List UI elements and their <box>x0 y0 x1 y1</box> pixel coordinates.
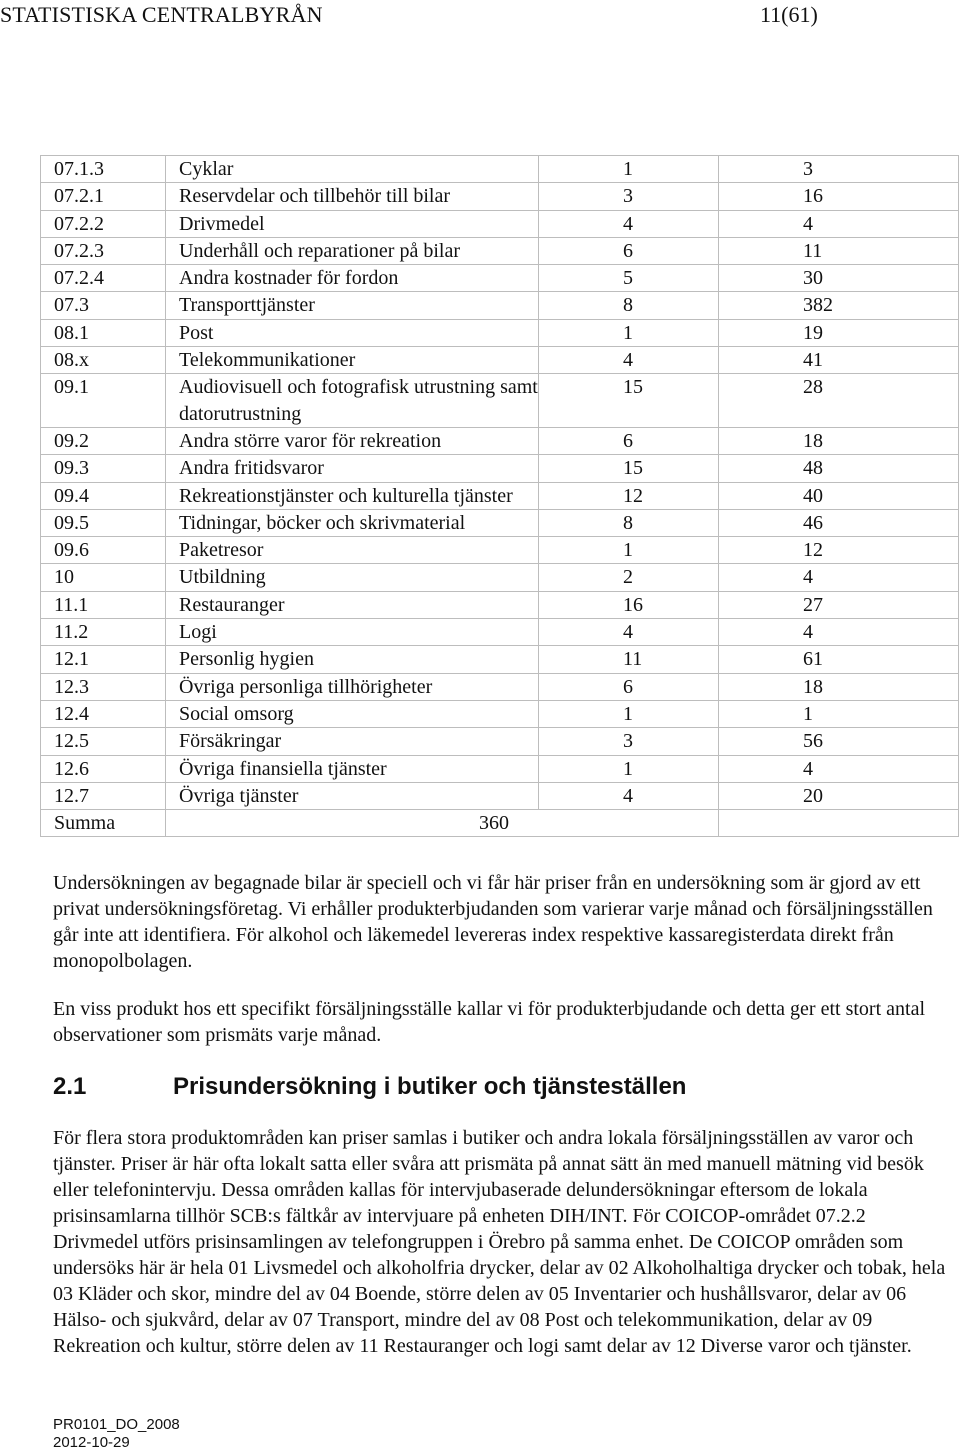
row-count-b: 4 <box>719 210 959 237</box>
row-name: Utbildning <box>166 564 539 591</box>
row-name: Underhåll och reparationer på bilar <box>166 237 539 264</box>
row-count-a: 2 <box>539 564 719 591</box>
table-row <box>41 619 959 646</box>
row-name: Andra kostnader för fordon <box>166 265 539 292</box>
row-name: Drivmedel <box>166 210 539 237</box>
coicop-table <box>40 155 959 837</box>
row-count-a: 1 <box>539 537 719 564</box>
row-name: Andra fritidsvaror <box>166 455 539 482</box>
section-title: Prisundersökning i butiker och tjänsteställen <box>173 1073 687 1100</box>
table-row <box>41 564 959 591</box>
table-row <box>41 782 959 809</box>
row-code: 09.2 <box>41 427 166 454</box>
row-code: 09.6 <box>41 537 166 564</box>
table-row <box>41 237 959 264</box>
row-name: Paketresor <box>166 537 539 564</box>
row-count-a: 8 <box>539 292 719 319</box>
row-code: 12.3 <box>41 673 166 700</box>
row-code: 09.5 <box>41 509 166 536</box>
row-count-a: 12 <box>539 482 719 509</box>
row-count-a: 3 <box>539 728 719 755</box>
summa-label: Summa <box>41 810 166 837</box>
row-count-b: 19 <box>719 319 959 346</box>
row-count-b: 16 <box>719 183 959 210</box>
row-name: Övriga finansiella tjänster <box>166 755 539 782</box>
footer-date: 2012-10-29 <box>53 1434 130 1451</box>
header-org: STATISTISKA CENTRALBYRÅN <box>0 2 323 27</box>
row-count-a: 6 <box>539 237 719 264</box>
row-count-b: 1 <box>719 700 959 727</box>
row-count-a: 3 <box>539 183 719 210</box>
row-name: Personlig hygien <box>166 646 539 673</box>
row-count-a: 1 <box>539 319 719 346</box>
row-count-b: 48 <box>719 455 959 482</box>
row-name: Transporttjänster <box>166 292 539 319</box>
table-row <box>41 265 959 292</box>
row-name: Reservdelar och tillbehör till bilar <box>166 183 539 210</box>
row-name: Restauranger <box>166 591 539 618</box>
row-code: 09.1 <box>41 374 166 428</box>
table-row <box>41 482 959 509</box>
row-code: 12.5 <box>41 728 166 755</box>
row-code: 09.4 <box>41 482 166 509</box>
row-count-a: 16 <box>539 591 719 618</box>
table-row <box>41 700 959 727</box>
row-count-a: 1 <box>539 755 719 782</box>
table-summa-row <box>41 810 959 837</box>
row-code: 07.2.1 <box>41 183 166 210</box>
table-row <box>41 427 959 454</box>
row-code: 07.2.4 <box>41 265 166 292</box>
paragraph-product-offer: En viss produkt hos ett specifikt försäljningsställe kallar vi för produkterbjudande och detta ger ett stort antal observationer som prismäts varje månad. <box>53 998 926 1046</box>
summa-empty <box>719 810 959 837</box>
row-code: 12.7 <box>41 782 166 809</box>
table-row <box>41 347 959 374</box>
row-count-b: 56 <box>719 728 959 755</box>
row-count-b: 11 <box>719 237 959 264</box>
section-number: 2.1 <box>53 1073 87 1100</box>
row-code: 12.4 <box>41 700 166 727</box>
row-count-a: 5 <box>539 265 719 292</box>
row-count-a: 15 <box>539 455 719 482</box>
row-count-b: 46 <box>719 509 959 536</box>
row-count-a: 4 <box>539 782 719 809</box>
row-code: 08.x <box>41 347 166 374</box>
row-name: Rekreationstjänster och kulturella tjänster <box>166 482 539 509</box>
row-count-b: 12 <box>719 537 959 564</box>
table-row <box>41 537 959 564</box>
row-code: 07.3 <box>41 292 166 319</box>
row-code: 07.2.2 <box>41 210 166 237</box>
table-row <box>41 728 959 755</box>
row-count-b: 40 <box>719 482 959 509</box>
table-row <box>41 455 959 482</box>
table-row <box>41 755 959 782</box>
row-count-a: 4 <box>539 619 719 646</box>
table-row <box>41 210 959 237</box>
row-code: 10 <box>41 564 166 591</box>
row-code: 11.1 <box>41 591 166 618</box>
row-count-b: 18 <box>719 673 959 700</box>
row-count-b: 20 <box>719 782 959 809</box>
table-row <box>41 673 959 700</box>
row-count-b: 41 <box>719 347 959 374</box>
row-count-a: 11 <box>539 646 719 673</box>
table-row <box>41 183 959 210</box>
row-count-a: 6 <box>539 427 719 454</box>
row-count-b: 4 <box>719 619 959 646</box>
row-count-a: 1 <box>539 156 719 183</box>
table-row <box>41 292 959 319</box>
row-name: Cyklar <box>166 156 539 183</box>
row-code: 07.2.3 <box>41 237 166 264</box>
row-count-b: 4 <box>719 564 959 591</box>
row-name: Social omsorg <box>166 700 539 727</box>
table-row <box>41 646 959 673</box>
row-count-b: 18 <box>719 427 959 454</box>
row-name: Tidningar, böcker och skrivmaterial <box>166 509 539 536</box>
row-count-a: 4 <box>539 347 719 374</box>
row-count-b: 4 <box>719 755 959 782</box>
row-count-b: 30 <box>719 265 959 292</box>
row-count-a: 8 <box>539 509 719 536</box>
row-code: 09.3 <box>41 455 166 482</box>
section-heading <box>53 1072 686 1102</box>
table-row <box>41 319 959 346</box>
row-name: Telekommunikationer <box>166 347 539 374</box>
row-count-a: 4 <box>539 210 719 237</box>
row-code: 12.1 <box>41 646 166 673</box>
header-page-number: 11(61) <box>760 2 818 27</box>
row-count-b: 61 <box>719 646 959 673</box>
row-code: 11.2 <box>41 619 166 646</box>
row-name: Logi <box>166 619 539 646</box>
table-row <box>41 374 959 428</box>
row-name: Audiovisuell och fotografisk utrustning samt datorutrustning <box>166 374 539 428</box>
row-code: 12.6 <box>41 755 166 782</box>
paragraph-store-survey: För flera stora produktområden kan priser samlas i butiker och andra lokala försäljningsställen av varor och tjänster. Priser är här ofta lokalt satta eller svåra att prismäta på annat sätt än med manuell mätning vid besök eller telefonintervju. Dessa områden kallas för intervjubaserade delundersökningar eftersom de lokala prisinsamlarna tillhör SCB:s fältkår av intervjuare på enheten DIH/INT. För COICOP-området 07.2.2 Drivmedel utförs prisinsamlingen av telefongruppen i Örebro på samma enhet. De COICOP områden som undersöks här är hela 01 Livsmedel och alkoholfria drycker, delar av 02 Alkoholhaltiga drycker och tobak, hela 03 Kläder och skor, mindre del av 04 Boende, större delen av 05 Inventarier och hushållsvaror, delar av 06 Hälso- och sjukvård, delar av 07 Transport, mindre del av 08 Post och telekommunikation, delar av 09 Rekreation och kultur, större delen av 11 Restauranger och logi samt delar av 12 Diverse varor och tjänster. <box>53 1127 946 1357</box>
table-row <box>41 509 959 536</box>
row-name: Försäkringar <box>166 728 539 755</box>
row-name: Övriga tjänster <box>166 782 539 809</box>
table-row <box>41 591 959 618</box>
row-count-b: 28 <box>719 374 959 428</box>
row-name: Andra större varor för rekreation <box>166 427 539 454</box>
row-name: Post <box>166 319 539 346</box>
table-row <box>41 156 959 183</box>
paragraph-used-cars: Undersökningen av begagnade bilar är speciell och vi får här priser från en undersökning som är gjord av ett privat undersökningsföretag. Vi erhåller produkterbjudanden som varierar varje månad och försäljningsställen går inte att identifiera. För alkohol och läkemedel levereras index respektive kassaregisterdata direkt från monopolbolagen. <box>53 872 933 972</box>
row-count-a: 1 <box>539 700 719 727</box>
row-count-b: 382 <box>719 292 959 319</box>
footer-doc-id: PR0101_DO_2008 <box>53 1416 180 1433</box>
row-count-b: 27 <box>719 591 959 618</box>
row-count-a: 15 <box>539 374 719 428</box>
row-code: 08.1 <box>41 319 166 346</box>
summa-value: 360 <box>166 810 719 837</box>
row-count-a: 6 <box>539 673 719 700</box>
row-code: 07.1.3 <box>41 156 166 183</box>
row-count-b: 3 <box>719 156 959 183</box>
row-name: Övriga personliga tillhörigheter <box>166 673 539 700</box>
